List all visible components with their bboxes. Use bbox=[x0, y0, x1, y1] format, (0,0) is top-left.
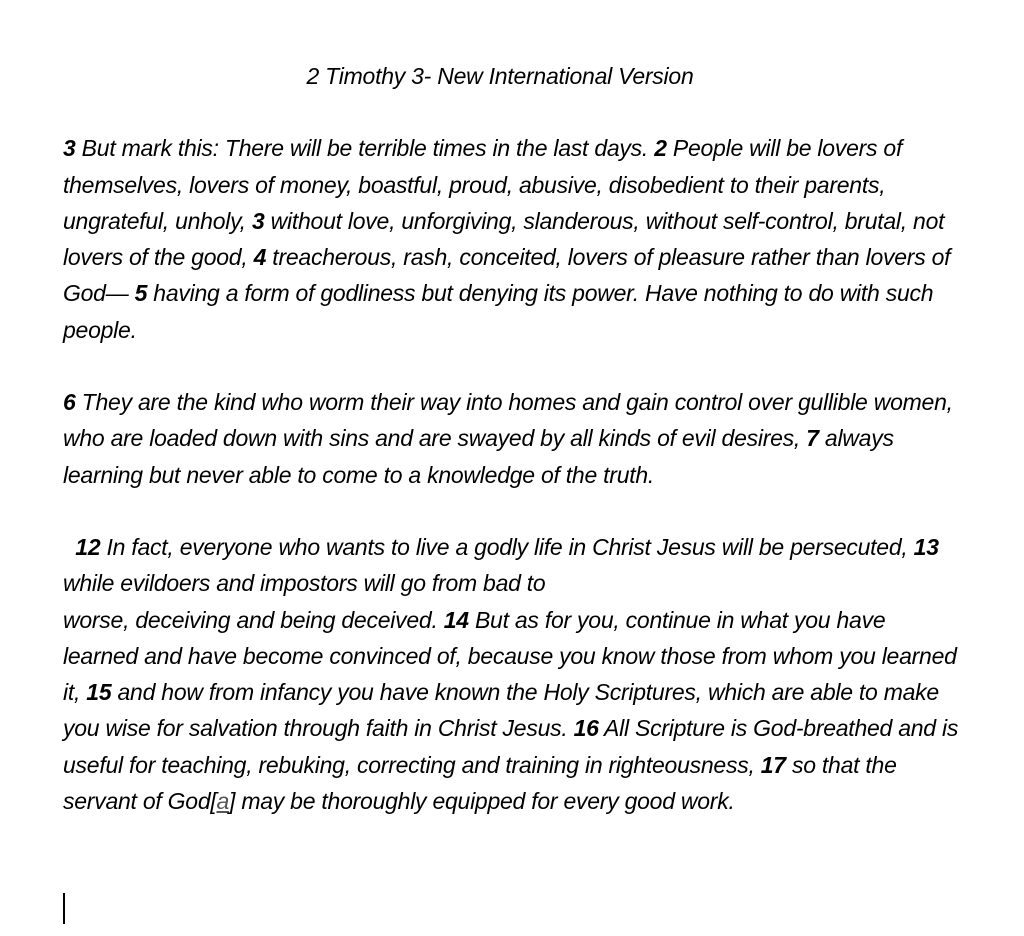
verse-text: But as for you, continue in what you have learned and have become convinced of, because you know those from whom you learned it, bbox=[63, 606, 957, 706]
verse-number: 12 bbox=[75, 533, 101, 560]
paragraph-3 bbox=[63, 529, 963, 819]
verse-text: ] may be thoroughly equipped for every good work. bbox=[229, 788, 735, 815]
verse-number: 7 bbox=[806, 425, 819, 452]
verse-number: 3 bbox=[251, 207, 265, 234]
verse-number: 15 bbox=[86, 679, 112, 706]
document-title: 2 Timothy 3- New International Version bbox=[306, 63, 694, 89]
verse-text: while evildoers and impostors will go from bad to bbox=[63, 570, 546, 597]
verse-number: 16 bbox=[573, 715, 599, 742]
verse-text: worse, deceiving and being deceived. bbox=[63, 606, 444, 633]
verse-text: always learning but never able to come to a knowledge of the truth. bbox=[63, 425, 894, 488]
verse-text: They are the kind who worm their way into homes and gain control over gullible women, who are loaded down with sins and are swayed by all kinds of evil desires, bbox=[63, 389, 953, 452]
verse-text: People will be lovers of themselves, lovers of money, boastful, proud, abusive, disobedient to their parents, ungrateful, unholy, bbox=[63, 135, 903, 234]
verse-text: and how from infancy you have known the Holy Scriptures, which are able to make you wise for salvation through faith in Christ Jesus. bbox=[63, 679, 939, 742]
verse-number: 3 bbox=[63, 135, 76, 162]
verse-number: 2 bbox=[654, 135, 667, 162]
paragraph-1 bbox=[63, 130, 963, 348]
verse-text: All Scripture is God-breathed and is useful for teaching, rebuking, correcting and training in righteousness, bbox=[63, 715, 959, 778]
verse-text: treacherous, rash, conceited, lovers of pleasure rather than lovers of God— bbox=[63, 244, 951, 307]
verse-text: But mark this: There will be terrible times in the last days. bbox=[75, 135, 655, 162]
verse-number: 13 bbox=[913, 533, 939, 560]
verse-text: so that the servant of God[ bbox=[63, 751, 897, 815]
verse-number: 14 bbox=[443, 606, 469, 633]
paragraph-2 bbox=[63, 384, 963, 493]
text-cursor bbox=[63, 893, 65, 924]
footnote-link[interactable]: a bbox=[216, 788, 230, 815]
verse-text: without love, unforgiving, slanderous, without self-control, brutal, not lovers of the good, bbox=[63, 207, 945, 271]
verse-text: In fact, everyone who wants to live a godly life in Christ Jesus will be persecuted, bbox=[100, 533, 914, 560]
verse-number: 17 bbox=[760, 751, 786, 778]
document-body[interactable] bbox=[63, 58, 963, 855]
verse-number: 4 bbox=[253, 244, 267, 271]
verse-text: having a form of godliness but denying its power. Have nothing to do with such people. bbox=[63, 280, 934, 343]
verse-number: 6 bbox=[63, 389, 76, 416]
verse-number: 5 bbox=[134, 280, 148, 307]
